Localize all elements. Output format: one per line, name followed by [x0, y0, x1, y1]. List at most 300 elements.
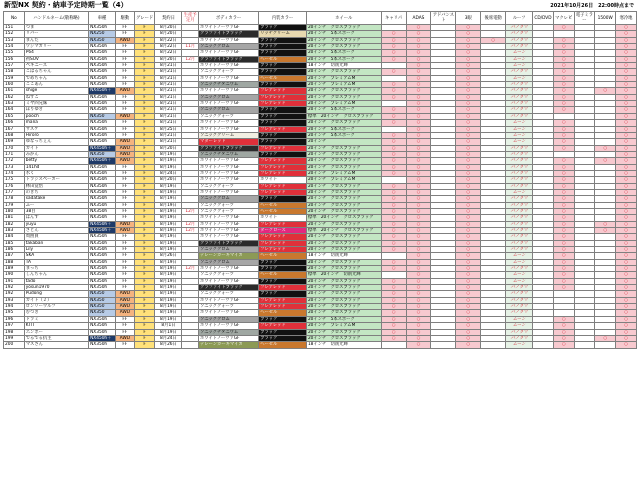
cell-body: ホワイトノーヴァGF — [199, 323, 259, 329]
cell-roof: パノラマ — [506, 329, 533, 335]
cell-body: ソニックチタニウム — [199, 82, 259, 88]
col-marklevinson: マクレビ — [553, 12, 574, 25]
cell-car: NX350 — [89, 113, 116, 119]
cell-cold: ○ — [616, 37, 637, 43]
cell-no: 175 — [4, 177, 25, 183]
cell-body: ソニックチタニウム — [199, 329, 259, 335]
cell-three: ○ — [456, 69, 481, 75]
cell-three: ○ — [456, 50, 481, 56]
cell-no: 160 — [4, 82, 25, 88]
cell-production: 12月 — [182, 266, 199, 272]
cell-wheel: 20インチ グロスブラック — [306, 94, 381, 100]
cell-body: ホワイトノーヴァGF — [199, 297, 259, 303]
cell-handle: 周囲員 — [24, 234, 88, 240]
cell-wheel: 20インチ グロスブラック — [306, 266, 381, 272]
cell-contract: 8月19日 — [155, 215, 182, 221]
cell-interior: フレアレッド — [259, 247, 307, 253]
cell-drive: FF — [116, 240, 135, 246]
cell-contract: 8月19日 — [155, 189, 182, 195]
cell-three: ○ — [456, 101, 481, 107]
cell-cold: ○ — [616, 196, 637, 202]
cell-body: ホワイトノーヴァGF — [199, 228, 259, 234]
cell-interior: フレアレッド — [259, 323, 307, 329]
cell-adas: ○ — [406, 329, 431, 335]
col-contract: 契約日 — [155, 12, 182, 25]
cell-three: ○ — [456, 278, 481, 284]
cell-mark: ○ — [553, 253, 574, 259]
cell-handle: takaban — [24, 240, 88, 246]
cell-contract: 8月19日 — [155, 304, 182, 310]
cell-cold: ○ — [616, 183, 637, 189]
cell-cold: ○ — [616, 228, 637, 234]
cell-mark: ○ — [553, 177, 574, 183]
cell-contract: 8月20日 — [155, 31, 182, 37]
cell-contract: 8月22日 — [155, 44, 182, 50]
cell-grade: F — [134, 183, 155, 189]
cell-roof: パノラマ — [506, 44, 533, 50]
cell-roof: ムーン — [506, 75, 533, 81]
cell-car: NX350h — [89, 253, 116, 259]
cell-cal: ○ — [381, 37, 406, 43]
cell-contract: 8月19日 — [155, 164, 182, 170]
cell-three: ○ — [456, 253, 481, 259]
cell-cold: ○ — [616, 126, 637, 132]
cell-cold: ○ — [616, 297, 637, 303]
cell-contract: 8月19日 — [155, 329, 182, 335]
cell-cold: ○ — [616, 107, 637, 113]
cell-mark: ○ — [553, 132, 574, 138]
cell-cold: ○ — [616, 69, 637, 75]
cell-wheel: 20インチ グロスブラック — [306, 25, 381, 31]
cell-cold: ○ — [616, 310, 637, 316]
header-row — [4, 12, 637, 25]
cell-mark: ○ — [553, 101, 574, 107]
cell-contract: 8月19日 — [155, 158, 182, 164]
cell-body: ホワイトノーヴァGF — [199, 75, 259, 81]
cell-handle: でめちゃん — [24, 75, 88, 81]
cell-interior: フレアレッド — [259, 234, 307, 240]
col-three: 3眼 — [456, 12, 481, 25]
cell-interior: ブラック — [259, 196, 307, 202]
col-caliper: キャリパ — [381, 12, 406, 25]
cell-adas: ○ — [406, 63, 431, 69]
cell-grade: F — [134, 56, 155, 62]
cell-drive: FF — [116, 253, 135, 259]
cell-no: 189 — [4, 266, 25, 272]
cell-drive: FF — [116, 189, 135, 195]
table-row — [4, 342, 637, 348]
cell-roof: パノラマ — [506, 107, 533, 113]
cell-cold: ○ — [616, 145, 637, 151]
cell-no: 193 — [4, 297, 25, 303]
cell-cal: ○ — [381, 56, 406, 62]
cell-car: NX350h — [89, 132, 116, 138]
cell-three: ○ — [456, 259, 481, 265]
cell-contract: 8月21日 — [155, 132, 182, 138]
cell-cal: ○ — [381, 234, 406, 240]
cell-no: 183 — [4, 228, 25, 234]
cell-handle: sadatake — [24, 196, 88, 202]
cell-adas: ○ — [406, 259, 431, 265]
cell-grade: F — [134, 37, 155, 43]
cell-cal: ○ — [381, 183, 406, 189]
cell-drive: FF — [116, 259, 135, 265]
cell-three: ○ — [456, 266, 481, 272]
cell-body: ソニッククォーツ — [199, 113, 259, 119]
cell-roof: ムーン — [506, 323, 533, 329]
cell-mark: ○ — [553, 139, 574, 145]
cell-drive: AWD — [116, 158, 135, 164]
cell-rear — [481, 342, 506, 348]
cell-no: 168 — [4, 132, 25, 138]
cell-adas: ○ — [406, 158, 431, 164]
cell-wheel: 20インチ グロスブラック — [306, 37, 381, 43]
cell-cal: ○ — [381, 170, 406, 176]
cell-handle: ゆなっちぇん — [24, 139, 88, 145]
cell-three: ○ — [456, 208, 481, 214]
cell-adas: ○ — [406, 316, 431, 322]
cell-mark: ○ — [553, 126, 574, 132]
cell-interior: フレアレッド — [259, 240, 307, 246]
cell-mark: ○ — [553, 208, 574, 214]
cell-rear: ○ — [481, 37, 506, 43]
cell-adas: ○ — [406, 107, 431, 113]
cell-handle: でるでる抗主 — [24, 335, 88, 341]
cell-roof: パノラマ — [506, 221, 533, 227]
cell-contract: 8月1日 — [155, 323, 182, 329]
cell-three: ○ — [456, 151, 481, 157]
cell-car: NX350h — [89, 272, 116, 278]
cell-contract: 8月21日 — [155, 63, 182, 69]
cell-cold: ○ — [616, 120, 637, 126]
cell-handle: ふー — [24, 202, 88, 208]
cell-roof: ムーン — [506, 56, 533, 62]
cell-cal: ○ — [381, 228, 406, 234]
cell-three: ○ — [456, 56, 481, 62]
cell-three: ○ — [456, 158, 481, 164]
cell-cal: ○ — [381, 113, 406, 119]
cell-no: 179 — [4, 202, 25, 208]
cell-wheel: 20インチ グロスブラック — [306, 196, 381, 202]
cell-roof: ムーン — [506, 139, 533, 145]
cell-body: ホワイトノーヴァGF — [199, 278, 259, 284]
cell-body: ホワイトノーヴァGF — [199, 215, 259, 221]
cell-body: ソニッククロム — [199, 94, 259, 100]
cell-car: NX350h — [89, 189, 116, 195]
cell-roof: パノラマ — [506, 101, 533, 107]
cell-body: グラファイトブラック — [199, 56, 259, 62]
cell-body: ソニッククロム — [199, 44, 259, 50]
cell-cal: ○ — [381, 247, 406, 253]
cell-car: NX350h — [89, 234, 116, 240]
cell-no: 161 — [4, 88, 25, 94]
cell-body: ホワイトノーヴァGF — [199, 335, 259, 341]
cell-interior: ブラック — [259, 44, 307, 50]
cell-production — [182, 342, 199, 348]
cell-contract: 8月21日 — [155, 94, 182, 100]
cell-contract: 8月19日 — [155, 266, 182, 272]
cell-wheel: 20インチ グロスブラック — [306, 183, 381, 189]
cell-grade: F — [134, 253, 155, 259]
cell-w1500: ○ — [595, 335, 616, 341]
cell-three: ○ — [456, 335, 481, 341]
cell-no: 155 — [4, 50, 25, 56]
cell-body: ホワイトノーヴァGF — [199, 88, 259, 94]
cell-cal: ○ — [381, 120, 406, 126]
cell-interior: ブラック — [259, 291, 307, 297]
cell-drive: FF — [116, 63, 135, 69]
cell-interior: フレアレッド — [259, 170, 307, 176]
cell-cold: ○ — [616, 304, 637, 310]
cell-roof: パノラマ — [506, 208, 533, 214]
cell-production: 11月 — [182, 44, 199, 50]
cell-adas: ○ — [406, 50, 431, 56]
cell-body: ホワイトノーヴァGF — [199, 158, 259, 164]
cell-cal: ○ — [381, 316, 406, 322]
cell-wheel: 20インチ プレミアムM — [306, 170, 381, 176]
cell-interior: ブラック — [259, 37, 307, 43]
cell-grade: F — [134, 170, 155, 176]
cell-drive: FF — [116, 94, 135, 100]
cell-three: ○ — [456, 189, 481, 195]
cell-no: 192 — [4, 291, 25, 297]
cell-car: NX350 — [89, 291, 116, 297]
cell-interior: ヘーゼル — [259, 342, 307, 348]
cell-car: NX450h＋ — [89, 88, 116, 94]
cell-mark: ○ — [553, 164, 574, 170]
cell-drive: FF — [116, 183, 135, 189]
cell-car: NX350h — [89, 247, 116, 253]
cell-roof: ムーン — [506, 272, 533, 278]
cell-adas: ○ — [406, 323, 431, 329]
cell-car: NX350h — [89, 323, 116, 329]
cell-grade: F — [134, 221, 155, 227]
cell-cal: ○ — [381, 240, 406, 246]
cell-interior: ヘーゼル — [259, 75, 307, 81]
cell-car: NX350h — [89, 285, 116, 291]
cell-body: ホワイトノーヴァGF — [199, 164, 259, 170]
cell-interior: フレアレッド — [259, 285, 307, 291]
cell-drive: FF — [116, 285, 135, 291]
cell-contract: 8月19日 — [155, 247, 182, 253]
cell-three: ○ — [456, 323, 481, 329]
cell-no: 165 — [4, 113, 25, 119]
cell-contract: 8月19日 — [155, 278, 182, 284]
cell-no: 198 — [4, 329, 25, 335]
cell-no: 164 — [4, 107, 25, 113]
cell-mark: ○ — [553, 69, 574, 75]
cell-roof: ムーン — [506, 259, 533, 265]
cell-handle: Pudong — [24, 291, 88, 297]
cell-cold: ○ — [616, 247, 637, 253]
cell-contract: 8月21日 — [155, 120, 182, 126]
cell-cold: ○ — [616, 75, 637, 81]
cell-three: ○ — [456, 63, 481, 69]
cell-cal: ○ — [381, 158, 406, 164]
cell-cal: ○ — [381, 145, 406, 151]
cell-drive: AWD — [116, 335, 135, 341]
cell-grade: F — [134, 215, 155, 221]
cell-cold: ○ — [616, 82, 637, 88]
cell-interior: ブラック — [259, 335, 307, 341]
cell-cal: ○ — [381, 266, 406, 272]
cell-adas: ○ — [406, 101, 431, 107]
cell-wheel: 20インチ グロスブラック — [306, 164, 381, 170]
cell-cold: ○ — [616, 278, 637, 284]
cell-body: ソニッククォーツ — [199, 304, 259, 310]
cell-three: ○ — [456, 183, 481, 189]
cell-body: ホワイトノーヴァGF — [199, 266, 259, 272]
cell-adas: ○ — [406, 177, 431, 183]
cell-three: ○ — [456, 228, 481, 234]
cell-three: ○ — [456, 291, 481, 297]
cell-drive: AWD — [116, 297, 135, 303]
cell-adas: ○ — [406, 170, 431, 176]
cell-body: ホワイトノーヴァGF — [199, 310, 259, 316]
cell-roof: パノラマ — [506, 183, 533, 189]
cell-mark: ○ — [553, 63, 574, 69]
cell-grade: F — [134, 94, 155, 100]
cell-drive: FF — [116, 323, 135, 329]
cell-roof: パノラマ — [506, 151, 533, 157]
cell-drive: FF — [116, 50, 135, 56]
cell-roof: パノラマ — [506, 177, 533, 183]
cell-grade: F — [134, 278, 155, 284]
cell-car: NX450h＋ — [89, 158, 116, 164]
cell-adas: ○ — [406, 247, 431, 253]
cell-wheel: 20インチ グロスブラック — [306, 247, 381, 253]
cell-cal: ○ — [381, 310, 406, 316]
cell-handle: まんた — [24, 37, 88, 43]
cell-wheel: 20インチ グロスブラック — [306, 202, 381, 208]
cell-grade: F — [134, 82, 155, 88]
cell-cal: ○ — [381, 278, 406, 284]
cell-drive: AWD — [116, 88, 135, 94]
cell-drive: FF — [116, 75, 135, 81]
cell-contract: 8月26日 — [155, 253, 182, 259]
cell-wheel: 20インチ グロスブラック — [306, 151, 381, 157]
cell-handle: リバー — [24, 31, 88, 37]
cell-grade: F — [134, 50, 155, 56]
cell-grade: F — [134, 329, 155, 335]
cell-cold: ○ — [616, 272, 637, 278]
cell-interior: ヘーゼル — [259, 208, 307, 214]
cell-handle: ねずこ — [24, 94, 88, 100]
cell-interior: フレアレッド — [259, 94, 307, 100]
cell-adas: ○ — [406, 228, 431, 234]
cell-drive: FF — [116, 44, 135, 50]
cell-wheel: 標準 20インチ グロスブラック — [306, 215, 381, 221]
cell-wheel: 20インチ グロスブラック — [306, 145, 381, 151]
col-handle: ハンドルネーム(敬称略) — [24, 12, 88, 25]
cell-mark: ○ — [553, 278, 574, 284]
cell-mark: ○ — [553, 145, 574, 151]
cell-adas: ○ — [406, 113, 431, 119]
cell-handle: ミヤ四兄妹 — [24, 101, 88, 107]
cell-car: NX350h — [89, 316, 116, 322]
cell-body: ソニッククロム — [199, 107, 259, 113]
cell-adas: ○ — [406, 151, 431, 157]
cell-grade: F — [134, 151, 155, 157]
cell-mark: ○ — [553, 266, 574, 272]
cell-cal: ○ — [381, 215, 406, 221]
cell-no: 180 — [4, 208, 25, 214]
cell-cold: ○ — [616, 88, 637, 94]
cell-grade: F — [134, 189, 155, 195]
cell-mark: ○ — [553, 88, 574, 94]
cell-car: NX350 — [89, 310, 116, 316]
cell-grade: F — [134, 69, 155, 75]
cell-wheel: 20インチ 5本スポーク — [306, 31, 381, 37]
cell-mark: ○ — [553, 50, 574, 56]
col-no: No — [4, 12, 25, 25]
cell-grade: F — [134, 107, 155, 113]
cell-car: NX350 — [89, 37, 116, 43]
cell-no: 190 — [4, 272, 25, 278]
cell-roof: パノラマ — [506, 88, 533, 94]
cell-car: NX450h＋ — [89, 228, 116, 234]
cell-wheel: 18インチ 切削光輝 — [306, 63, 381, 69]
cell-roof: パノラマ — [506, 310, 533, 316]
cell-car: NX450h＋ — [89, 221, 116, 227]
cell-adas: ○ — [406, 132, 431, 138]
cell-mark: ○ — [553, 94, 574, 100]
cell-contract: 8月19日 — [155, 272, 182, 278]
cell-no: 195 — [4, 310, 25, 316]
cell-contract: 8月20日 — [155, 56, 182, 62]
cell-roof: ムーン — [506, 120, 533, 126]
cell-wheel: 20インチ グロスブラック — [306, 335, 381, 341]
cell-cold: ○ — [616, 94, 637, 100]
cell-adas: ○ — [406, 56, 431, 62]
cell-mark: ○ — [553, 75, 574, 81]
cell-contract: 8月19日 — [155, 202, 182, 208]
cell-no: 153 — [4, 37, 25, 43]
cell-wheel: 20インチ グロスブラック — [306, 297, 381, 303]
cell-car: NX350h — [89, 44, 116, 50]
cell-car: NX350h — [89, 56, 116, 62]
cell-adas: ○ — [406, 37, 431, 43]
cell-contract: 8月22日 — [155, 37, 182, 43]
cell-contract: 8月19日 — [155, 151, 182, 157]
cell-grade: F — [134, 247, 155, 253]
cell-mark: ○ — [553, 37, 574, 43]
cell-handle: 水く — [24, 170, 88, 176]
cell-interior: フレアレッド — [259, 221, 307, 227]
cell-cold: ○ — [616, 335, 637, 341]
cell-cal: ○ — [381, 189, 406, 195]
cell-handle: のきち — [24, 189, 88, 195]
cell-interior: フレアレッド — [259, 189, 307, 195]
cell-adas: ○ — [406, 208, 431, 214]
cell-roof: ムーン — [506, 189, 533, 195]
cell-no: 188 — [4, 259, 25, 265]
cell-adas: ○ — [406, 202, 431, 208]
cell-adas: ○ — [406, 272, 431, 278]
cell-roof: ムーン — [506, 50, 533, 56]
cell-mark: ○ — [553, 316, 574, 322]
cell-car: NX250 — [89, 31, 116, 37]
cell-body: グラファイトブラック — [199, 145, 259, 151]
cell-no: 172 — [4, 158, 25, 164]
cell-wheel: 20インチ グロスブラック — [306, 304, 381, 310]
cell-drive: FF — [116, 164, 135, 170]
cell-adas: ○ — [406, 94, 431, 100]
cell-three: ○ — [456, 234, 481, 240]
cell-adas: ○ — [406, 183, 431, 189]
cell-mark: ○ — [553, 234, 574, 240]
cell-drive: AWD — [116, 37, 135, 43]
